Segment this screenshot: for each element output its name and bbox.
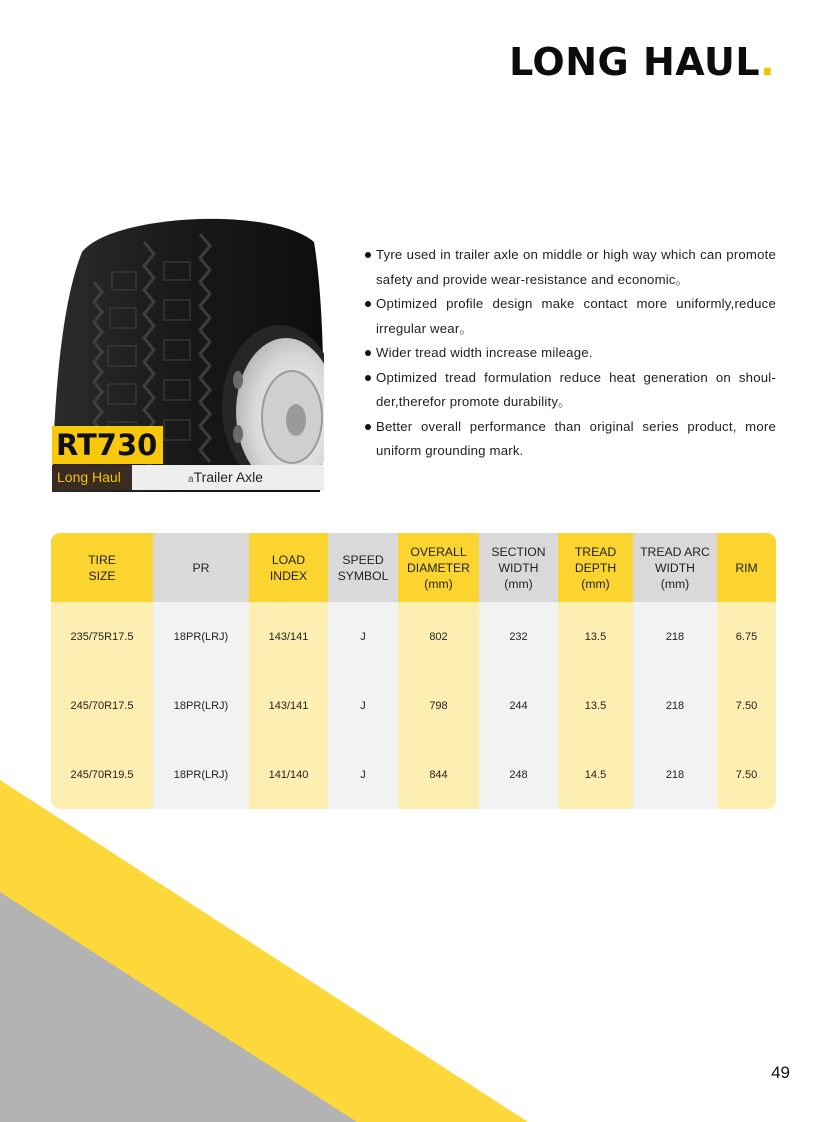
header-section-width: SECTION WIDTH (mm) <box>479 533 558 602</box>
cell-tread-depth: 13.5 <box>558 602 633 671</box>
model-badge: RT730 <box>52 426 163 464</box>
cell-overall-diameter: 802 <box>398 602 479 671</box>
cell-rim: 7.50 <box>717 671 776 740</box>
axle-label <box>188 465 263 490</box>
cell-load-index: 143/141 <box>249 671 328 740</box>
header-load-index: LOAD INDEX <box>249 533 328 602</box>
category-strip <box>52 465 324 490</box>
cell-tread-depth: 13.5 <box>558 671 633 740</box>
table-row <box>51 740 776 809</box>
cell-rim: 7.50 <box>717 740 776 809</box>
cell-rim: 6.75 <box>717 602 776 671</box>
table-row <box>51 602 776 671</box>
cell-overall-diameter: 798 <box>398 671 479 740</box>
feature-item: Wider tread width increase mileage. <box>364 341 776 366</box>
feature-list <box>364 243 776 464</box>
title-text: LONG HAUL <box>509 40 761 84</box>
cell-pr: 18PR(LRJ) <box>153 671 249 740</box>
category-label: Long Haul <box>52 465 132 490</box>
page-title <box>509 40 775 84</box>
header-overall-diameter: OVERALL DIAMETER (mm) <box>398 533 479 602</box>
cell-tread-arc-width: 218 <box>633 740 717 809</box>
header-pr: PR <box>153 533 249 602</box>
feature-item: Tyre used in trailer axle on middle or high way which can promote safety and provide wear-resistance and economic。 <box>364 243 776 292</box>
feature-item: Optimized tread formulation reduce heat generation on shoul-der,therefor promote durability。 <box>364 366 776 415</box>
spec-table <box>51 533 776 809</box>
cell-load-index: 141/140 <box>249 740 328 809</box>
table-header-row <box>51 533 776 602</box>
cell-speed-symbol: J <box>328 740 398 809</box>
header-tread-depth: TREAD DEPTH (mm) <box>558 533 633 602</box>
header-rim: RIM <box>717 533 776 602</box>
cell-tread-arc-width: 218 <box>633 602 717 671</box>
cell-load-index: 143/141 <box>249 602 328 671</box>
cell-section-width: 244 <box>479 671 558 740</box>
axle-text: Trailer Axle <box>193 469 264 485</box>
cell-section-width: 232 <box>479 602 558 671</box>
cell-pr: 18PR(LRJ) <box>153 740 249 809</box>
header-tread-arc-width: TREAD ARC WIDTH (mm) <box>633 533 717 602</box>
title-dot: . <box>760 40 775 84</box>
cell-overall-diameter: 844 <box>398 740 479 809</box>
cell-tire-size: 245/70R17.5 <box>51 671 153 740</box>
cell-tread-depth: 14.5 <box>558 740 633 809</box>
cell-pr: 18PR(LRJ) <box>153 602 249 671</box>
axle-icon: a <box>188 474 194 485</box>
header-tire-size: TIRE SIZE <box>51 533 153 602</box>
cell-section-width: 248 <box>479 740 558 809</box>
table-row <box>51 671 776 740</box>
cell-speed-symbol: J <box>328 671 398 740</box>
cell-speed-symbol: J <box>328 602 398 671</box>
cell-tire-size: 245/70R19.5 <box>51 740 153 809</box>
page-number: 49 <box>771 1063 790 1082</box>
cell-tread-arc-width: 218 <box>633 671 717 740</box>
header-speed-symbol: SPEED SYMBOL <box>328 533 398 602</box>
cell-tire-size: 235/75R17.5 <box>51 602 153 671</box>
decorative-background <box>0 780 827 1122</box>
feature-item: Optimized profile design make contact more uniformly,reduce irregular wear。 <box>364 292 776 341</box>
feature-item: Better overall performance than original series product, more uniform grounding mark. <box>364 415 776 464</box>
